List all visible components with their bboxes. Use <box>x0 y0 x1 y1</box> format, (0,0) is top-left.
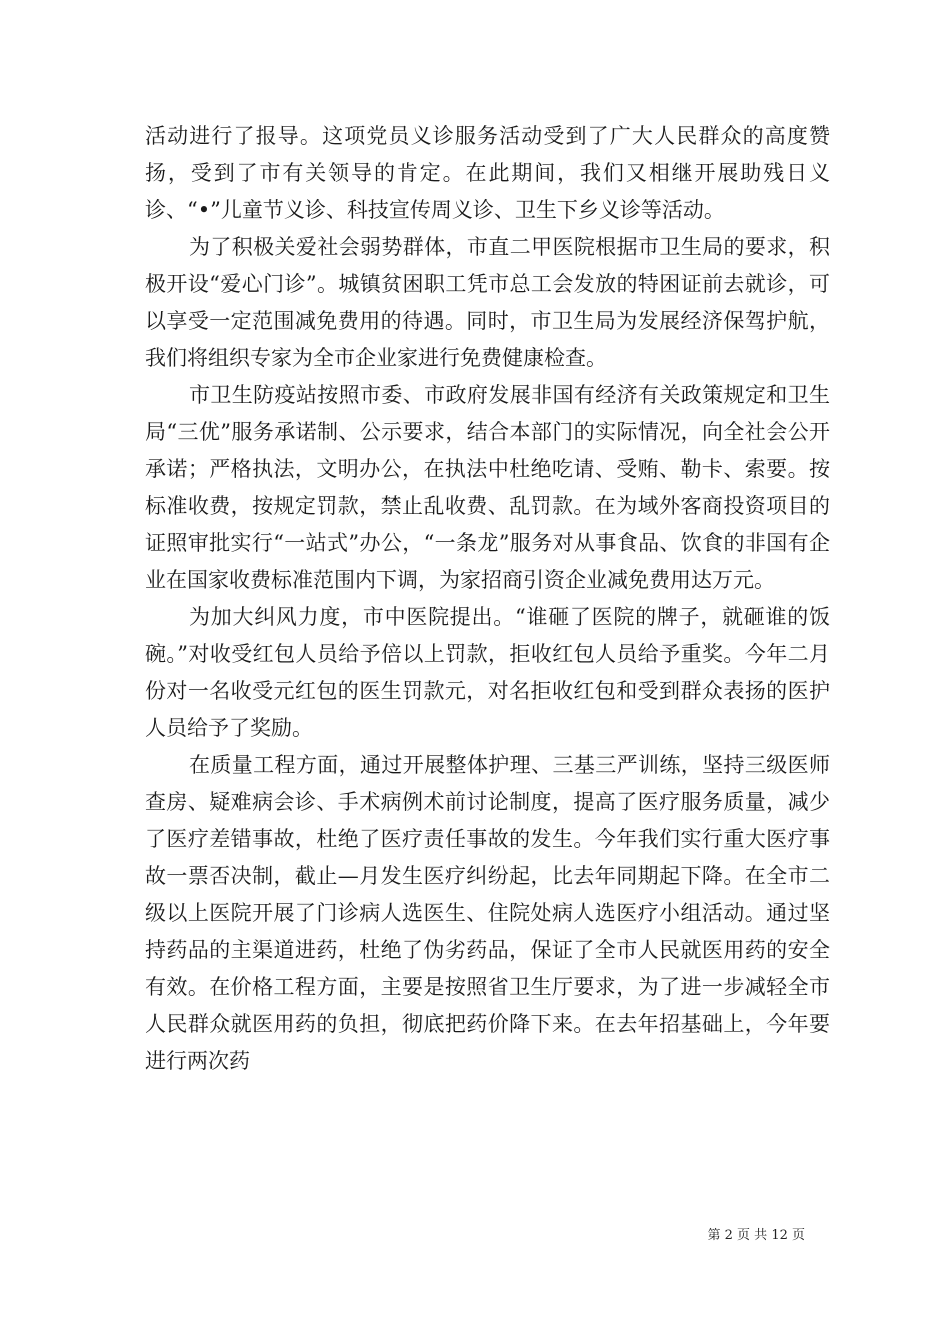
paragraph-5: 在质量工程方面，通过开展整体护理、三基三严训练，坚持三级医师查房、疑难病会诊、手术病例术前讨论制度，提高了医疗服务质量，减少了医疗差错事故，杜绝了医疗责任事故的发生。今年我们实行重大医疗事故一票否决制，截止—月发生医疗纠纷起，比去年同期起下降。在全市二级以上医院开展了门诊病人选医生、住院处病人选医疗小组活动。通过坚持药品的主渠道进药，杜绝了伪劣药品，保证了全市人民就医用药的安全有效。在价格工程方面，主要是按照省卫生厅要求，为了进一步减轻全市人民群众就医用药的负担，彻底把药价降下来。在去年招基础上，今年要进行两次药 <box>145 753 830 1073</box>
page-number: 第 2 页 共 12 页 <box>707 1228 805 1243</box>
paragraph-4: 为加大纠风力度，市中医院提出。“谁砸了医院的牌子，就砸谁的饭碗。”对收受红包人员给予倍以上罚款，拒收红包人员给予重奖。今年二月份对一名收受元红包的医生罚款元，对名拒收红包和受到群众表扬的医护人员给予了奖励。 <box>145 605 830 740</box>
document-body <box>145 118 830 1080</box>
paragraph-2: 为了积极关爱社会弱势群体，市直二甲医院根据市卫生局的要求，积极开设“爱心门诊”。城镇贫困职工凭市总工会发放的特困证前去就诊，可以享受一定范围减免费用的待遇。同时，市卫生局为发展经济保驾护航，我们将组织专家为全市企业家进行免费健康检查。 <box>145 235 830 370</box>
paragraph-3: 市卫生防疫站按照市委、市政府发展非国有经济有关政策规定和卫生局“三优”服务承诺制、公示要求，结合本部门的实际情况，向全社会公开承诺；严格执法，文明办公，在执法中杜绝吃请、受贿、勒卡、索要。按标准收费，按规定罚款，禁止乱收费、乱罚款。在为域外客商投资项目的证照审批实行“一站式”办公，“一条龙”服务对从事食品、饮食的非国有企业在国家收费标准范围内下调，为家招商引资企业减免费用达万元。 <box>145 383 830 592</box>
paragraph-1: 活动进行了报导。这项党员义诊服务活动受到了广大人民群众的高度赞扬，受到了市有关领导的肯定。在此期间，我们又相继开展助残日义诊、“•”儿童节义诊、科技宣传周义诊、卫生下乡义诊等活动。 <box>145 124 830 222</box>
